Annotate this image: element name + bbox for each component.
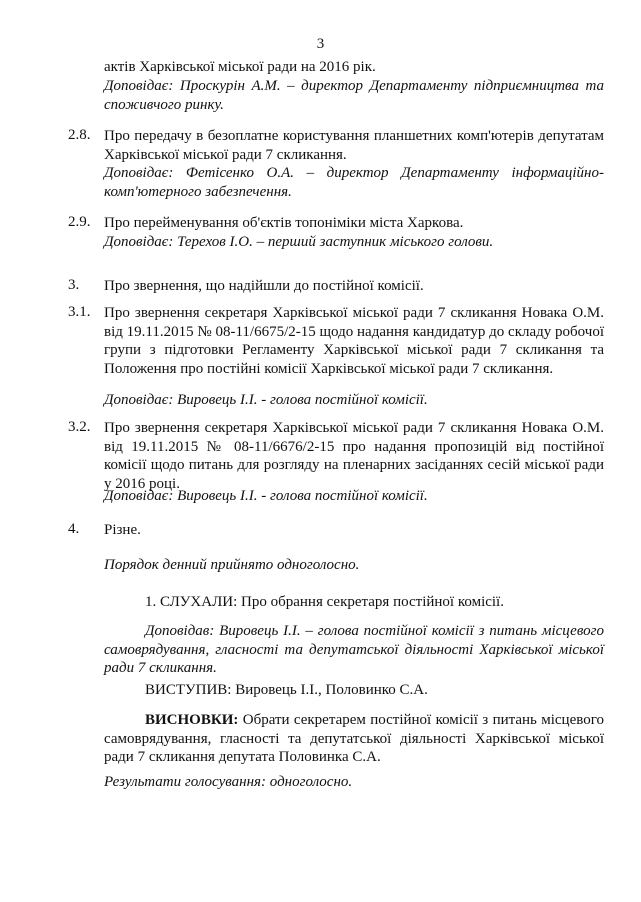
item-text-3-2: Про звернення секретаря Харківської міської ради 7 скликання Новака О.М. від 19.11.2015 № 08-11/6676/2-15 про надання пропозицій від постійної комісії щодо питань для розгляду на пленарних засіданнях сесій міської ради у 2016 році. [104, 420, 604, 492]
item-speaker-3-1: Доповідає: Вировець І.І. - голова постійної комісії. [104, 392, 428, 408]
spoke-line: ВИСТУПИВ: Вировець І.І., Половинко С.А. [145, 682, 428, 698]
item-text-2-9: Про перейменування об'єктів топоніміки міста Харкова. [104, 215, 464, 231]
page-number: 3 [316, 36, 325, 52]
item-number-2-9: 2.9. [68, 214, 91, 230]
item-text-3-1: Про звернення секретаря Харківської міської ради 7 скликання Новака О.М. від 19.11.2015 № 08-11/6675/2-15 щодо надання кандидатур до складу робочої групи з підготовки Регламенту Харківської міської ради 7 скликання та Положення про постійні комісії Харківської міської ради 7 скликання. [104, 305, 604, 377]
item-number-4: 4. [68, 521, 80, 537]
item-number-3-1: 3.1. [68, 304, 91, 320]
item-speaker-2-9: Доповідає: Терехов І.О. – перший заступник міського голови. [104, 234, 494, 250]
heard-title: 1. СЛУХАЛИ: Про обрання секретаря постійної комісії. [145, 594, 504, 610]
item-number-3-2: 3.2. [68, 419, 91, 435]
item-speaker-3-2: Доповідає: Вировець І.І. - голова постійної комісії. [104, 488, 428, 504]
intro-speaker: Доповідає: Проскурін А.М. – директор Департаменту підприємництва та споживчого ринку. [104, 78, 604, 113]
item-text-3: Про звернення, що надійшли до постійної комісії. [104, 278, 424, 294]
conclusions-text: Обрати секретарем постійної комісії з питань місцевого самоврядування, гласності та депутатської діяльності Харківської міської ради 7 скликання депутата Половинка С.А. [104, 712, 604, 765]
item-speaker-2-8: Доповідає: Фетісенко О.А. – директор Департаменту інформаційно-комп'ютерного забезпечення. [104, 165, 604, 200]
item-text-2-8: Про передачу в безоплатне користування планшетних комп'ютерів депутатам Харківської міської ради 7 скликання. [104, 128, 604, 163]
intro-text: актів Харківської міської ради на 2016 рік. [104, 59, 376, 75]
heard-speaker: Доповідав: Вировець І.І. – голова постійної комісії з питань місцевого самоврядування, гласності та депутатської діяльності Харківської міської ради 7 скликання. [104, 623, 604, 676]
item-number-3: 3. [68, 277, 80, 293]
agenda-adopted-note: Порядок денний прийнято одноголосно. [104, 557, 360, 573]
item-number-2-8: 2.8. [68, 127, 91, 143]
item-text-4: Різне. [104, 522, 141, 538]
voting-result: Результати голосування: одноголосно. [104, 774, 353, 790]
conclusions-label: ВИСНОВКИ: [145, 712, 239, 728]
conclusions-paragraph [104, 711, 604, 767]
